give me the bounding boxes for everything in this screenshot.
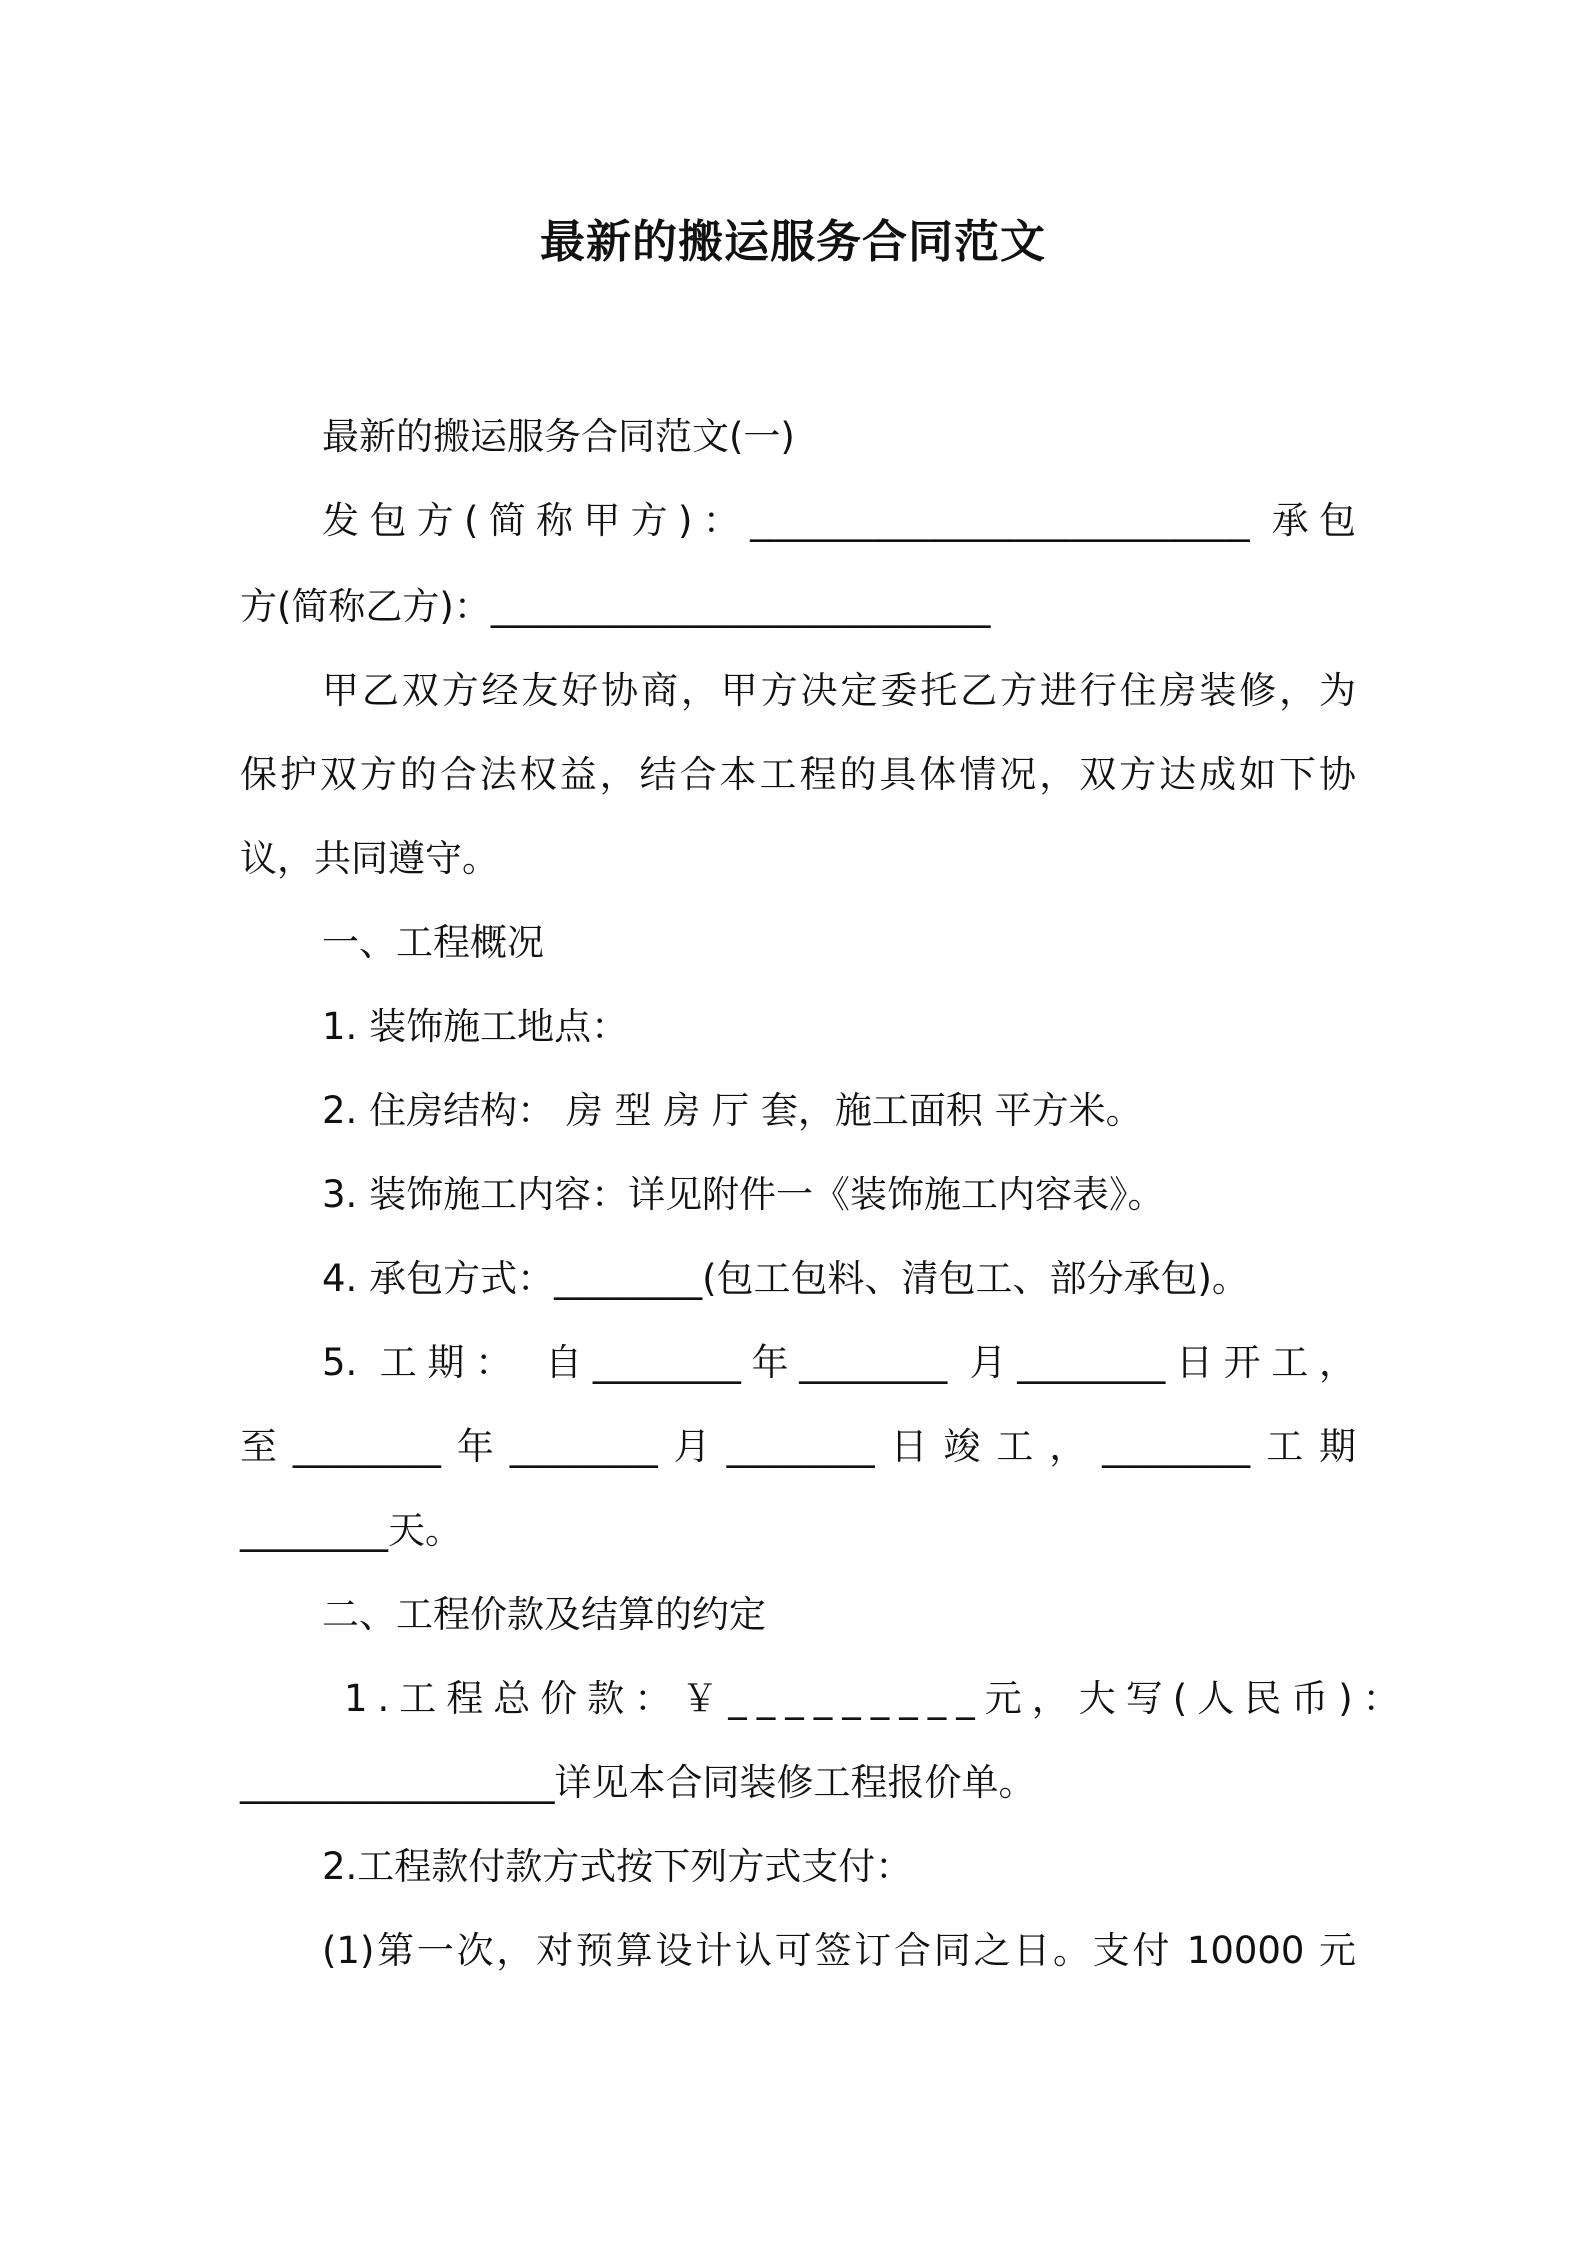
section-heading-sample-one: 最新的搬运服务合同范文(一)	[322, 415, 795, 458]
clause-payment-method: 2.工程款付款方式按下列方式支付：	[322, 1845, 913, 1888]
clause-4-contract-mode: 4. 承包方式：________(包工包料、清包工、部分承包)。	[322, 1257, 1249, 1300]
clause-first-payment: (1)第一次，对预算设计认可签订合同之日。支付 10000 元	[322, 1929, 1356, 1972]
party-b-line: 方(简称乙方)：___________________________	[240, 585, 991, 628]
clause-total-price-line-1: 1.工程总价款：￥_________元，大写(人民币)：	[344, 1677, 1410, 1720]
document-title: 最新的搬运服务合同范文	[539, 215, 1046, 268]
clause-5-period-line-2: 至________年________月________日竣工，________工期	[240, 1425, 1356, 1468]
clause-3-content: 3. 装饰施工内容：详见附件一《装饰施工内容表》。	[322, 1173, 1165, 1216]
section-heading-price-settlement: 二、工程价款及结算的约定	[322, 1593, 766, 1636]
clause-5-period-line-3: ________天。	[240, 1509, 462, 1552]
section-heading-project-overview: 一、工程概况	[322, 921, 544, 964]
preamble-line-3: 议，共同遵守。	[240, 837, 499, 880]
clause-1-site: 1. 装饰施工地点：	[322, 1005, 629, 1048]
clause-2-structure: 2. 住房结构： 房 型 房 厅 套，施工面积 平方米。	[322, 1089, 1143, 1132]
preamble-line-1: 甲乙双方经友好协商，甲方决定委托乙方进行住房装修，为	[322, 669, 1356, 712]
clause-total-price-line-2: _________________详见本合同装修工程报价单。	[240, 1761, 1036, 1804]
party-a-line: 发包方(简称甲方)：___________________________ 承包	[322, 499, 1356, 542]
preamble-line-2: 保护双方的合法权益，结合本工程的具体情况，双方达成如下协	[240, 753, 1356, 796]
clause-5-period-line-1: 5. 工期： 自________年________ 月________日开工，	[322, 1341, 1356, 1384]
